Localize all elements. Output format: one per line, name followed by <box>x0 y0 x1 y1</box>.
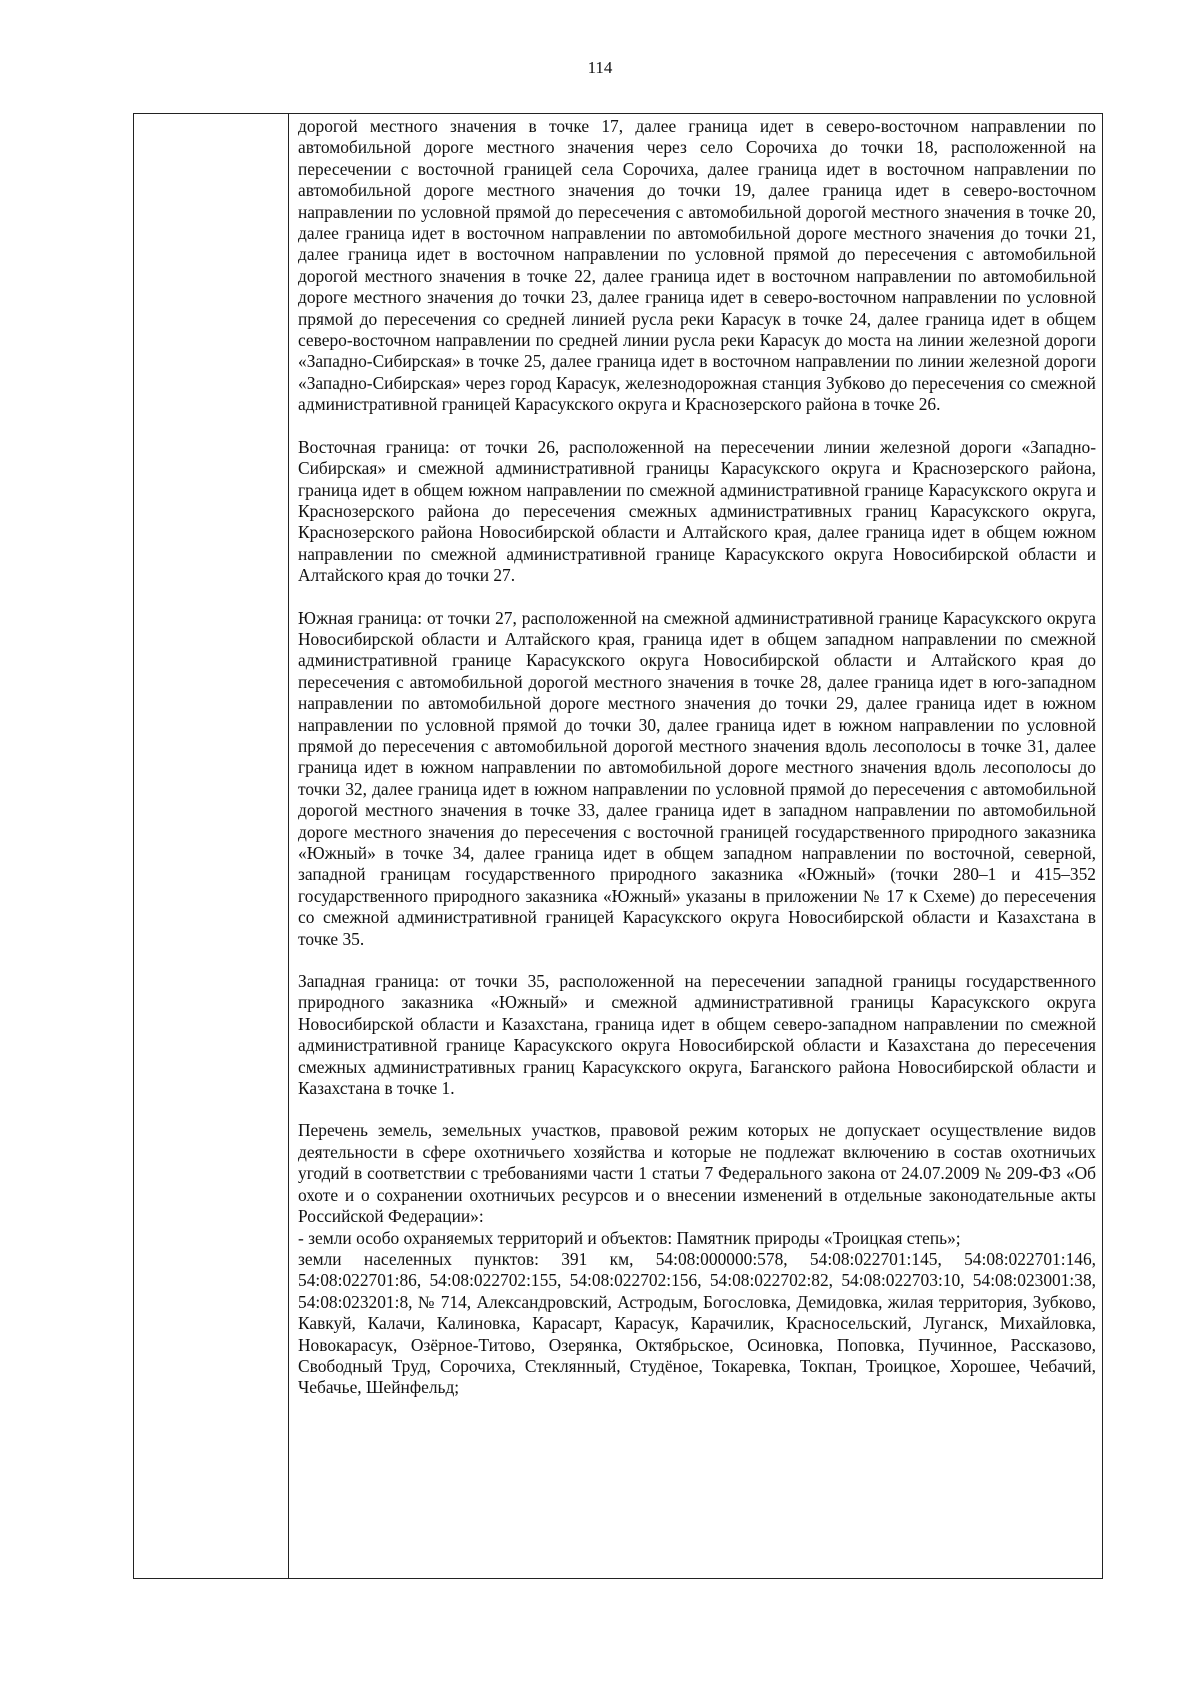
paragraph-settlement-lands: земли населенных пунктов: 391 км, 54:08:000000:578, 54:08:022701:145, 54:08:022701:146, 54:08:022701:86, 54:08:022702:155, 54:08:022702:156, 54:08:022702:82, 54:08:022703:10, 54:08:023001:38, 54:08:023201:8, № 714, Александровский, Астродым, Богословка, Демидовка, жилая территория, Зубково, Кавкуй, Калачи, Калиновка, Карасарт, Карасук, Карачилик, Красносельский, Луганск, Михайловка, Новокарасук, Озёрное-Титово, Озерянка, Октябрьское, Осиновка, Поповка, Пучинное, Рассказово, Свободный Труд, Сорочиха, Стеклянный, Студёное, Токаревка, Токпан, Троицкое, Хорошее, Чебачий, Чебачье, Шейнфельд; <box>298 1248 1096 1398</box>
paragraph-east-boundary: Восточная граница: от точки 26, расположенной на пересечении линии железной дороги «Западно-Сибирская» и смежной административной границы Карасукского округа и Краснозерского района, граница идет в общем южном направлении по смежной административной границе Карасукского округа и Краснозерского района до пересечения смежных административных границ Карасукского округа, Краснозерского района Новосибирской области и Алтайского края, далее граница идет в общем южном направлении по смежной административной границе Карасукского округа Новосибирской области и Алтайского края до точки 27. <box>298 436 1096 586</box>
paragraph-north-boundary-continuation: дорогой местного значения в точке 17, далее граница идет в северо-восточном направлении по автомобильной дороге местного значения через село Сорочиха до точки 18, расположенной на пересечении с восточной границей села Сорочиха, далее граница идет в восточном направлении по автомобильной дороге местного значения до точки 19, далее граница идет в северо-восточном направлении по условной прямой до пересечения с автомобильной дорогой местного значения в точке 20, далее граница идет в восточном направлении по автомобильной дороге местного значения до точки 21, далее граница идет в восточном направлении по условной прямой до пересечения с автомобильной дорогой местного значения в точке 22, далее граница идет в восточном направлении по автомобильной дороге местного значения до точки 23, далее граница идет в северо-восточном направлении по условной прямой до пересечения со средней линией русла реки Карасук в точке 24, далее граница идет в общем северо-восточном направлении по средней линии русла реки Карасук до моста на линии железной дороги «Западно-Сибирская» в точке 25, далее граница идет в восточном направлении по линии железной дороги «Западно-Сибирская» через город Карасук, железнодорожная станция Зубково до пересечения со смежной административной границей Карасукского округа и Краснозерского района в точке 26. <box>298 116 1096 415</box>
page-number: 114 <box>587 58 613 77</box>
column-divider <box>288 114 289 1578</box>
table-content-cell <box>298 116 1096 1399</box>
paragraph-excluded-lands-intro: Перечень земель, земельных участков, правовой режим которых не допускает осуществление видов деятельности в сфере охотничьего хозяйства и которые не подлежат включению в состав охотничьих угодий в соответствии с требованиями части 1 статьи 7 Федерального закона от 24.07.2009 № 209-ФЗ «Об охоте и о сохранении охотничьих ресурсов и о внесении изменений в отдельные законодательные акты Российской Федерации»: <box>298 1120 1096 1227</box>
document-table <box>133 113 1103 1579</box>
paragraph-protected-lands: - земли особо охраняемых территорий и объектов: Памятник природы «Троицкая степь»; <box>298 1227 961 1248</box>
paragraph-west-boundary: Западная граница: от точки 35, расположенной на пересечении западной границы государственного природного заказника «Южный» и смежной административной границы Карасукского округа Новосибирской области и Казахстана, граница идет в общем северо-западном направлении по смежной административной границе Карасукского округа Новосибирской области и Казахстана до пересечения смежных административных границ Карасукского округа, Баганского района Новосибирской области и Казахстана в точке 1. <box>298 971 1096 1099</box>
paragraph-south-boundary: Южная граница: от точки 27, расположенной на смежной административной границе Карасукского округа Новосибирской области и Алтайского края, граница идет в общем западном направлении по смежной административной границе Карасукского округа Новосибирской области и Алтайского края до пересечения с автомобильной дорогой местного значения в точке 28, далее граница идет в юго-западном направлении по автомобильной дороге местного значения до точки 29, далее граница идет в южном направлении по условной прямой до точки 30, далее граница идет в южном направлении по условной прямой до пересечения с автомобильной дорогой местного значения вдоль лесополосы в точке 31, далее граница идет в южном направлении по автомобильной дороге местного значения вдоль лесополосы до точки 32, далее граница идет в южном направлении по условной прямой до пересечения с автомобильной дорогой местного значения в точке 33, далее граница идет в западном направлении по автомобильной дороге местного значения до пересечения с восточной границей государственного природного заказника «Южный» в точке 34, далее граница идет в общем западном направлении по восточной, северной, западной границам государственного природного заказника «Южный» (точки 280–1 и 415–352 государственного природного заказника «Южный» указаны в приложении № 17 к Схеме) до пересечения со смежной административной границей Карасукского округа Новосибирской области и Казахстана в точке 35. <box>298 607 1096 949</box>
